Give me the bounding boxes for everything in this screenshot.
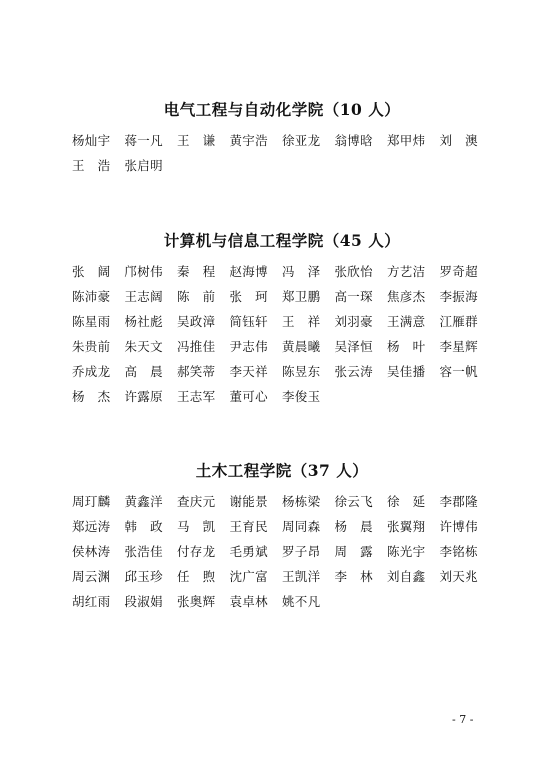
person-name: 朱贵前 (72, 339, 111, 354)
person-name: 张翼翔 (387, 519, 426, 534)
person-name: 黄宇浩 (229, 133, 268, 148)
person-name: 陈光宇 (387, 544, 426, 559)
person-name: 周玎麟 (72, 494, 111, 509)
person-name: 王育民 (229, 519, 268, 534)
person-name: 周同森 (282, 519, 321, 534)
person-name: 王满意 (387, 314, 426, 329)
person-name: 李 林 (334, 569, 373, 584)
person-name: 刘羽豪 (334, 314, 373, 329)
person-name: 王 谦 (177, 133, 216, 148)
person-name: 袁卓林 (229, 594, 268, 609)
person-name: 王凯洋 (282, 569, 321, 584)
person-name: 侯林涛 (72, 544, 111, 559)
person-name: 付存龙 (177, 544, 216, 559)
person-name: 容一帆 (439, 364, 478, 379)
person-name: 简钰轩 (229, 314, 268, 329)
person-name: 段淑娟 (124, 594, 163, 609)
person-name: 黄晨曦 (282, 339, 321, 354)
person-name: 李振海 (439, 289, 478, 304)
person-name: 沈广富 (229, 569, 268, 584)
person-name: 郝笑蒂 (177, 364, 216, 379)
person-name: 吴佳播 (387, 364, 426, 379)
person-name: 徐亚龙 (282, 133, 321, 148)
section-electrical (72, 98, 492, 178)
person-name: 乔成龙 (72, 364, 111, 379)
person-name: 张启明 (124, 158, 163, 173)
person-name: 冯 泽 (282, 264, 321, 279)
person-name: 尹志伟 (229, 339, 268, 354)
person-name: 王 浩 (72, 158, 111, 173)
section-title: 计算机与信息工程学院（45 人） (163, 231, 401, 250)
person-name: 蒋一凡 (124, 133, 163, 148)
person-name: 翁博晗 (334, 133, 373, 148)
person-name: 王志军 (177, 389, 216, 404)
person-name: 杨 晨 (334, 519, 373, 534)
person-name: 刘 澳 (439, 133, 478, 148)
person-name: 胡红雨 (72, 594, 111, 609)
person-name: 周云渊 (72, 569, 111, 584)
person-name: 李郡隆 (439, 494, 478, 509)
person-name: 姚不凡 (282, 594, 321, 609)
name-list (72, 259, 492, 409)
person-name: 陈沛豪 (72, 289, 111, 304)
page-number: - 7 - (452, 713, 474, 726)
person-name: 张浩佳 (124, 544, 163, 559)
person-name: 邝树伟 (124, 264, 163, 279)
person-name: 徐云飞 (334, 494, 373, 509)
person-name: 韩 政 (124, 519, 163, 534)
person-name: 张奥辉 (177, 594, 216, 609)
person-name: 陈 前 (177, 289, 216, 304)
name-list (72, 128, 492, 178)
person-name: 朱天文 (124, 339, 163, 354)
person-name: 毛勇斌 (229, 544, 268, 559)
person-name: 吴政漳 (177, 314, 216, 329)
person-name: 张 阔 (72, 264, 111, 279)
person-name: 刘天兆 (439, 569, 478, 584)
person-name: 许博伟 (439, 519, 478, 534)
person-name: 许露原 (124, 389, 163, 404)
person-name: 江雁群 (439, 314, 478, 329)
person-name: 王志阔 (124, 289, 163, 304)
person-name: 张 珂 (229, 289, 268, 304)
person-name: 吴泽恒 (334, 339, 373, 354)
person-name: 马 凯 (177, 519, 216, 534)
person-name: 杨社彪 (124, 314, 163, 329)
person-name: 高 晨 (124, 364, 163, 379)
person-name: 李天祥 (229, 364, 268, 379)
person-name: 邱玉珍 (124, 569, 163, 584)
person-name: 杨 叶 (387, 339, 426, 354)
person-name: 罗奇超 (439, 264, 478, 279)
person-name: 李星辉 (439, 339, 478, 354)
person-name: 杨 杰 (72, 389, 111, 404)
name-list (72, 489, 492, 614)
person-name: 刘自鑫 (387, 569, 426, 584)
person-name: 陈星雨 (72, 314, 111, 329)
person-name: 张云涛 (334, 364, 373, 379)
person-name: 杨栋梁 (282, 494, 321, 509)
person-name: 罗子昂 (282, 544, 321, 559)
person-name: 董可心 (229, 389, 268, 404)
person-name: 谢能景 (229, 494, 268, 509)
person-name: 秦 程 (177, 264, 216, 279)
person-name: 郑甲炜 (387, 133, 426, 148)
person-name: 方艺洁 (387, 264, 426, 279)
person-name: 徐 延 (387, 494, 426, 509)
section-civil (72, 459, 492, 614)
person-name: 郑远涛 (72, 519, 111, 534)
person-name: 冯推佳 (177, 339, 216, 354)
person-name: 郑卫鹏 (282, 289, 321, 304)
person-name: 李俊玉 (282, 389, 321, 404)
person-name: 高一琛 (334, 289, 373, 304)
person-name: 黄鑫洋 (124, 494, 163, 509)
person-name: 焦彦杰 (387, 289, 426, 304)
section-title: 电气工程与自动化学院（10 人） (163, 100, 401, 119)
person-name: 陈昱东 (282, 364, 321, 379)
person-name: 周 露 (334, 544, 373, 559)
person-name: 张欣怡 (334, 264, 373, 279)
section-computer (72, 229, 492, 409)
person-name: 王 祥 (282, 314, 321, 329)
person-name: 查庆元 (177, 494, 216, 509)
person-name: 赵海博 (229, 264, 268, 279)
section-title: 土木工程学院（37 人） (195, 461, 369, 480)
person-name: 任 煦 (177, 569, 216, 584)
person-name: 杨灿宇 (72, 133, 111, 148)
person-name: 李铭栋 (439, 544, 478, 559)
